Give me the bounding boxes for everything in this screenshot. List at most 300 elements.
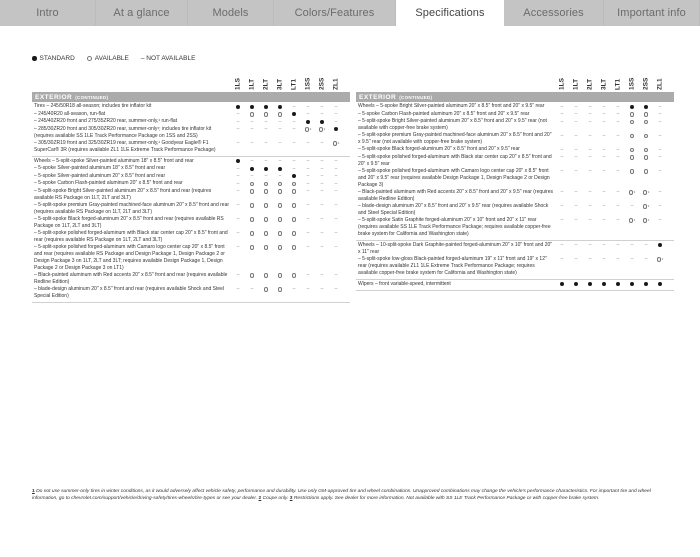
not-available-dash: – xyxy=(588,118,592,125)
available-ring-icon xyxy=(246,188,258,196)
available-ring-icon xyxy=(644,169,649,174)
standard-dot-icon xyxy=(630,282,634,286)
available-ring-icon xyxy=(330,140,342,148)
not-available-dash: – xyxy=(616,132,620,139)
column-header-3lt: 3LT xyxy=(600,78,608,90)
not-available-dash: – xyxy=(574,118,578,125)
available-ring-icon xyxy=(246,216,258,224)
not-available-dash: – xyxy=(278,173,282,180)
spec-row xyxy=(356,154,674,168)
spec-row xyxy=(32,158,350,166)
standard-dot-icon xyxy=(232,158,244,166)
not-available-dash: – xyxy=(588,203,592,210)
available-ring-icon xyxy=(292,189,297,194)
standard-dot-icon xyxy=(644,105,648,109)
availability-marks xyxy=(356,242,674,250)
available-ring-icon xyxy=(260,272,272,280)
not-available-dash: – xyxy=(306,286,310,293)
not-available-dash: – xyxy=(588,256,592,263)
not-available-dash: – xyxy=(644,256,648,263)
available-ring-icon xyxy=(288,180,300,188)
standard-dot-icon xyxy=(640,103,652,111)
available-ring-icon xyxy=(288,216,300,224)
available-ring-icon xyxy=(274,111,286,119)
tab-models[interactable]: Models xyxy=(188,0,274,26)
not-available-dash: – xyxy=(630,203,634,210)
availability-marks xyxy=(356,168,674,176)
not-available-dash: – xyxy=(236,165,240,172)
spec-row xyxy=(356,168,674,189)
column-headers xyxy=(32,70,350,92)
not-available-dash: – xyxy=(588,217,592,224)
not-available-dash: – xyxy=(602,103,606,110)
not-available-dash: – xyxy=(264,140,268,147)
available-ring-icon xyxy=(87,56,92,61)
not-available-dash: – xyxy=(320,202,324,209)
available-ring-icon xyxy=(644,120,649,125)
not-available-dash: – xyxy=(334,111,338,118)
standard-dot-icon xyxy=(260,165,272,173)
spec-label: – blade-design aluminum 20" x 8.5" front and rear (requires available Shock and Steel Special Edition) xyxy=(34,285,225,299)
available-ring-icon xyxy=(626,189,638,197)
standard-dot-icon xyxy=(330,126,342,134)
not-available-dash: – xyxy=(602,118,606,125)
not-available-dash: – xyxy=(588,103,592,110)
spec-label: – 305/30ZR19 front and 325/30ZR19 rear, summer-only,¹ Goodyear Eagle® F1 SuperCar® 3R (requires available ZL1 1LE Extreme Track Performance Package) xyxy=(34,139,216,153)
not-available-dash: – xyxy=(292,140,296,147)
not-available-dash: – xyxy=(236,180,240,187)
available-ring-icon xyxy=(278,203,283,208)
spec-row xyxy=(356,132,674,146)
standard-dot-icon xyxy=(250,167,254,171)
available-ring-icon xyxy=(288,244,300,252)
legend xyxy=(32,55,195,62)
not-available-dash: – xyxy=(236,188,240,195)
available-ring-icon xyxy=(630,120,635,125)
not-available-dash: – xyxy=(320,272,324,279)
available-ring-icon xyxy=(292,217,297,222)
availability-marks xyxy=(32,230,350,238)
spec-row xyxy=(32,111,350,119)
not-available-dash: – xyxy=(560,103,564,110)
footnote-ref: 3 xyxy=(647,204,650,209)
not-available-dash: – xyxy=(616,118,620,125)
not-available-dash: – xyxy=(292,103,296,110)
standard-dot-icon xyxy=(260,103,272,111)
not-available-dash: – xyxy=(574,242,578,249)
standard-dot-icon xyxy=(630,105,634,109)
available-ring-icon xyxy=(302,126,314,134)
available-ring-icon xyxy=(246,244,258,252)
not-available-dash: – xyxy=(264,173,268,180)
spec-row xyxy=(32,140,350,154)
standard-dot-icon xyxy=(626,103,638,111)
available-ring-icon xyxy=(250,203,255,208)
not-available-dash: – xyxy=(560,168,564,175)
availability-marks xyxy=(356,217,674,225)
spec-row xyxy=(356,256,674,277)
not-available-dash: – xyxy=(574,189,578,196)
not-available-dash: – xyxy=(588,154,592,161)
not-available-dash: – xyxy=(292,126,296,133)
not-available-dash: – xyxy=(588,242,592,249)
availability-marks xyxy=(356,146,674,154)
not-available-dash: – xyxy=(278,118,282,125)
not-available-dash: – xyxy=(264,118,268,125)
standard-dot-icon xyxy=(274,165,286,173)
spec-label: – 5-split-spoke premium Gray-painted machined-face aluminum 20" x 8.5" front and 20" x 9.5" rear (not available with copper-free brake system) xyxy=(358,132,552,145)
tab-intro[interactable]: Intro xyxy=(0,0,96,26)
available-ring-icon xyxy=(630,148,635,153)
not-available-dash: – xyxy=(560,146,564,153)
spec-table-left xyxy=(32,70,350,303)
footnote-ref: 2 xyxy=(661,257,664,262)
available-ring-icon xyxy=(292,245,297,250)
available-ring-icon xyxy=(278,231,283,236)
not-available-dash: – xyxy=(264,126,268,133)
standard-dot-icon xyxy=(292,112,296,116)
not-available-dash: – xyxy=(306,103,310,110)
not-available-dash: – xyxy=(236,111,240,118)
not-available-dash: – xyxy=(306,230,310,237)
legend-available: AVAILABLE xyxy=(87,55,129,62)
standard-dot-icon xyxy=(584,281,596,289)
not-available-dash: – xyxy=(250,140,254,147)
spec-group xyxy=(356,241,674,280)
spec-label: – Black-painted aluminum with Red accents 20" x 8.5" front and 20" x 9.5" rear (requires available Redline Edition) xyxy=(358,188,553,202)
tab-colors-features[interactable]: Colors/Features xyxy=(274,0,396,26)
spec-row xyxy=(356,217,674,238)
not-available-dash: – xyxy=(574,256,578,263)
available-ring-icon xyxy=(260,244,272,252)
not-available-dash: – xyxy=(320,230,324,237)
spec-label: Wheels – 5-spoke Bright Silver-painted aluminum 20" x 8.5" front and 20" x 9.5" rear xyxy=(358,103,545,109)
available-ring-icon xyxy=(292,182,297,187)
not-available-dash: – xyxy=(658,146,662,153)
column-header-3lt: 3LT xyxy=(276,78,284,90)
standard-dot-icon xyxy=(654,242,666,250)
not-available-dash: – xyxy=(560,111,564,118)
standard-dot-icon xyxy=(264,167,268,171)
availability-marks xyxy=(32,286,350,294)
available-ring-icon xyxy=(250,182,255,187)
not-available-dash: – xyxy=(616,217,620,224)
not-available-dash: – xyxy=(574,217,578,224)
available-ring-icon xyxy=(626,118,638,126)
spec-label: Wheels – 10-split-spoke Dark Graphite-painted forged-aluminum 20" x 10" front and 20" x 11" rear xyxy=(358,241,553,255)
available-ring-icon xyxy=(246,180,258,188)
standard-dot-icon xyxy=(320,120,324,124)
availability-marks xyxy=(32,180,350,188)
not-available-dash: – xyxy=(658,132,662,139)
standard-dot-icon xyxy=(232,103,244,111)
footnote-ref: 2 xyxy=(337,141,340,146)
not-available-dash: – xyxy=(320,216,324,223)
available-ring-icon xyxy=(260,216,272,224)
column-header-2ss: 2SS xyxy=(642,77,650,90)
available-ring-icon xyxy=(278,182,283,187)
not-available-dash: – xyxy=(334,286,338,293)
standard-dot-icon xyxy=(288,173,300,181)
column-header-lt1: LT1 xyxy=(290,78,298,90)
spec-group xyxy=(356,280,674,292)
availability-marks xyxy=(32,103,350,111)
not-available-dash: – xyxy=(320,103,324,110)
spec-label: Tires – 245/50R18 all-season; includes tire inflator kit xyxy=(34,103,152,109)
section-header-exterior: EXTERIOR (CONTINUED) xyxy=(32,92,350,102)
standard-dot-icon xyxy=(598,281,610,289)
spec-label: – 285/30ZR20 front and 305/30ZR20 rear, summer-only¹; includes tire inflator kit (requires available SS 1LE Track Performance Package on 1SS and 2SS) xyxy=(34,125,212,139)
available-ring-icon xyxy=(274,272,286,280)
spec-label: – 5-split-spoke Black forged-aluminum 20" x 8.5" front and 20" x 9.5" rear xyxy=(358,146,520,152)
not-available-dash: – xyxy=(602,203,606,210)
available-ring-icon xyxy=(630,155,635,160)
tab-important-info[interactable]: Important info xyxy=(604,0,700,26)
available-ring-icon xyxy=(278,112,283,117)
standard-dot-icon xyxy=(640,281,652,289)
not-available-dash: – xyxy=(658,154,662,161)
spec-label: – 5-spoke Silver-painted aluminum 18" x 8.5" front and rear xyxy=(34,165,166,171)
available-ring-icon xyxy=(260,202,272,210)
not-available-dash: – xyxy=(236,202,240,209)
not-available-dash: – xyxy=(574,103,578,110)
available-ring-icon xyxy=(260,188,272,196)
available-ring-icon xyxy=(630,112,635,117)
available-ring-icon xyxy=(264,245,269,250)
available-ring-icon xyxy=(626,217,638,225)
not-available-dash: – xyxy=(250,158,254,165)
not-available-dash: – xyxy=(278,126,282,133)
spec-row xyxy=(32,165,350,173)
not-available-dash: – xyxy=(250,173,254,180)
available-ring-icon xyxy=(626,168,638,176)
column-headers xyxy=(356,70,674,92)
spec-label: – 5-split-spoke polished forged-aluminum with Camaro logo center cap 20" x 8.5" front and 20" x 9.5" rear (requires available Design Package 1, Design Package 2 or Design Package 3) xyxy=(358,167,550,188)
not-available-dash: – xyxy=(602,189,606,196)
not-available-dash: – xyxy=(306,158,310,165)
available-ring-icon xyxy=(640,146,652,154)
spec-label: – 5-split-spoke low-gloss Black-painted forged-aluminum 19" x 11" front and 19" x 12" rear (requires available ZL1 1LE Extreme Track Performance Package; requires available copper-free brake system for California and Washington state) xyxy=(358,255,547,276)
not-available-dash: – xyxy=(616,111,620,118)
footnote-ref: 3 xyxy=(633,190,636,195)
not-available-dash: – xyxy=(560,217,564,224)
not-available-dash: – xyxy=(306,272,310,279)
available-ring-icon xyxy=(246,202,258,210)
standard-dot-icon xyxy=(654,281,666,289)
tab-accessories[interactable]: Accessories xyxy=(504,0,604,26)
not-available-dash: – xyxy=(602,168,606,175)
available-ring-icon xyxy=(278,217,283,222)
not-available-dash: – xyxy=(560,242,564,249)
spec-group xyxy=(356,102,674,241)
availability-marks xyxy=(356,189,674,197)
not-available-dash: – xyxy=(658,203,662,210)
not-available-dash: – xyxy=(236,173,240,180)
footnote-ref: 2 xyxy=(633,218,636,223)
tab-specifications[interactable]: Specifications xyxy=(396,0,504,26)
not-available-dash: – xyxy=(292,165,296,172)
not-available-dash: – xyxy=(334,272,338,279)
available-ring-icon xyxy=(278,287,283,292)
spec-rows xyxy=(32,102,350,303)
spec-row xyxy=(356,111,674,119)
available-ring-icon xyxy=(626,111,638,119)
spec-label: – 5-split-spoke Bright Silver-painted aluminum 20" x 8.5" front and rear (requires available RS Package on 1LT, 2LT and 3LT) xyxy=(34,187,212,201)
available-ring-icon xyxy=(264,231,269,236)
not-available-dash: – xyxy=(306,202,310,209)
not-available-dash: – xyxy=(644,242,648,249)
not-available-dash: – xyxy=(236,118,240,125)
available-ring-icon xyxy=(626,154,638,162)
available-ring-icon xyxy=(250,245,255,250)
not-available-dash: – xyxy=(602,242,606,249)
not-available-dash: – xyxy=(320,165,324,172)
column-header-zl1: ZL1 xyxy=(656,78,664,90)
availability-marks xyxy=(356,154,674,162)
spec-row xyxy=(32,188,350,202)
spec-row xyxy=(356,242,674,256)
not-available-dash: – xyxy=(616,256,620,263)
spec-label: – 5-spoke Carbon Flash-painted aluminum 20" x 8.5" front and rear xyxy=(34,180,183,186)
available-ring-icon xyxy=(644,112,649,117)
available-ring-icon xyxy=(640,217,652,225)
not-available-dash: – xyxy=(292,118,296,125)
available-ring-icon xyxy=(630,134,635,139)
available-ring-icon xyxy=(246,111,258,119)
available-ring-icon xyxy=(274,286,286,294)
not-available-dash: – xyxy=(250,126,254,133)
not-available-dash: – xyxy=(236,244,240,251)
not-available-dash: – xyxy=(574,203,578,210)
footnote-ref: 2 xyxy=(647,218,650,223)
not-available-dash: – xyxy=(334,202,338,209)
spec-table-right xyxy=(356,70,674,291)
available-ring-icon xyxy=(264,217,269,222)
not-available-dash: – xyxy=(334,180,338,187)
standard-dot-icon xyxy=(246,103,258,111)
not-available-dash: – xyxy=(292,286,296,293)
available-ring-icon xyxy=(640,168,652,176)
spec-label: – 245/40R20 all-season, run-flat xyxy=(34,110,106,117)
not-available-dash: – xyxy=(264,158,268,165)
available-ring-icon xyxy=(640,203,652,211)
standard-dot-icon xyxy=(658,282,662,286)
spec-row xyxy=(32,180,350,188)
standard-dot-icon xyxy=(306,120,310,124)
not-available-dash: – xyxy=(334,118,338,125)
standard-dot-icon xyxy=(316,118,328,126)
available-ring-icon xyxy=(278,273,283,278)
not-available-dash: – xyxy=(236,140,240,147)
not-available-dash: – xyxy=(588,111,592,118)
available-ring-icon xyxy=(654,256,666,264)
available-ring-icon xyxy=(260,230,272,238)
spec-label: – 5-split-spoke polished forged-aluminum with Black star center cap 20" x 8.5" front and rear (requires available RS Package on 1LT, 2LT and 3LT) xyxy=(34,229,228,243)
available-ring-icon xyxy=(264,189,269,194)
available-ring-icon xyxy=(278,245,283,250)
not-available-dash: – xyxy=(236,216,240,223)
spec-row xyxy=(356,203,674,217)
footnote-ref: 3 xyxy=(647,190,650,195)
not-available-dash: – xyxy=(334,173,338,180)
not-available-dash: – xyxy=(320,111,324,118)
available-ring-icon xyxy=(274,244,286,252)
not-available-dash: – xyxy=(588,146,592,153)
standard-dot-icon xyxy=(236,159,240,163)
availability-marks xyxy=(32,272,350,280)
available-ring-icon xyxy=(288,188,300,196)
not-available-dash: – xyxy=(334,103,338,110)
available-ring-icon xyxy=(274,230,286,238)
availability-marks xyxy=(32,202,350,210)
standard-dot-icon xyxy=(658,243,662,247)
spec-group xyxy=(32,102,350,157)
not-available-dash: – xyxy=(574,154,578,161)
column-header-2lt: 2LT xyxy=(262,78,270,90)
not-available-dash: – xyxy=(278,140,282,147)
not-available-dash: – xyxy=(560,203,564,210)
not-available-dash: – xyxy=(236,230,240,237)
spec-row xyxy=(356,281,674,289)
standard-dot-icon xyxy=(626,281,638,289)
not-available-dash: – xyxy=(602,154,606,161)
spec-rows xyxy=(356,102,674,291)
not-available-dash: – xyxy=(658,111,662,118)
not-available-dash: – xyxy=(334,216,338,223)
spec-label: – 5-split-spoke polished forged-aluminum with Black star center cap 20" x 8.5" front and 20" x 9.5" rear xyxy=(358,153,552,167)
standard-dot-icon xyxy=(556,281,568,289)
not-available-dash: – xyxy=(602,217,606,224)
standard-dot-icon xyxy=(612,281,624,289)
spec-label: – Black-painted aluminum with Red accents 20" x 8.5" front and rear (requires available Redline Edition) xyxy=(34,271,228,285)
available-ring-icon xyxy=(626,132,638,140)
not-available-dash: – xyxy=(616,242,620,249)
not-available-dash: – xyxy=(630,256,634,263)
available-ring-icon xyxy=(264,112,269,117)
spec-label: – 5-split-spoke Black forged-aluminum 20" x 8.5" front and rear (requires available RS Package on 1LT, 2LT and 3LT) xyxy=(34,215,224,229)
not-available-dash: – xyxy=(658,189,662,196)
not-available-dash: – xyxy=(560,118,564,125)
standard-dot-icon xyxy=(264,105,268,109)
available-ring-icon xyxy=(260,180,272,188)
not-available-dash: – xyxy=(630,242,634,249)
available-ring-icon xyxy=(246,230,258,238)
not-available-dash: – xyxy=(236,126,240,133)
available-ring-icon xyxy=(644,148,649,153)
column-header-1ls: 1LS xyxy=(234,78,242,90)
tab-at-a-glance[interactable]: At a glance xyxy=(96,0,188,26)
available-ring-icon xyxy=(626,146,638,154)
not-available-dash: – xyxy=(236,272,240,279)
standard-dot-icon xyxy=(616,282,620,286)
not-available-dash: – xyxy=(306,216,310,223)
not-available-dash: – xyxy=(320,180,324,187)
available-ring-icon xyxy=(316,126,328,134)
available-ring-icon xyxy=(288,272,300,280)
standard-dot-icon xyxy=(292,174,296,178)
footnotes: 1 Do not use summer-only tires in winter conditions, as it would adversely affect vehicle safety, performance and durability. Use only GM-approved tire and wheel combinations. Unapproved combinations may change the vehicle's performance characteristics. For important tire and wheel information, go to chevrolet.com/support/vehicle/driving-safety/tires-wheels/tire-types or see your dealer. 2 Coupe only. 3 Restrictions apply. See dealer for more information. Not available with SS 1LE Track Performance Package or with copper-free brake system. xyxy=(32,489,651,501)
spec-label: – blade-design aluminum 20" x 8.5" front and 20" x 9.5" rear (requires available Shock and Steel Special Edition) xyxy=(358,202,549,216)
available-ring-icon xyxy=(630,169,635,174)
not-available-dash: – xyxy=(306,165,310,172)
standard-dot-icon xyxy=(274,103,286,111)
spec-label: Wheels – 5-split-spoke Silver-painted aluminum 18" x 8.5" front and rear xyxy=(34,157,194,164)
spec-label: Wipers – front variable-speed, intermittent xyxy=(358,280,451,287)
availability-marks xyxy=(32,165,350,173)
spec-row xyxy=(32,202,350,216)
not-available-dash: – xyxy=(306,180,310,187)
spec-row xyxy=(32,118,350,126)
